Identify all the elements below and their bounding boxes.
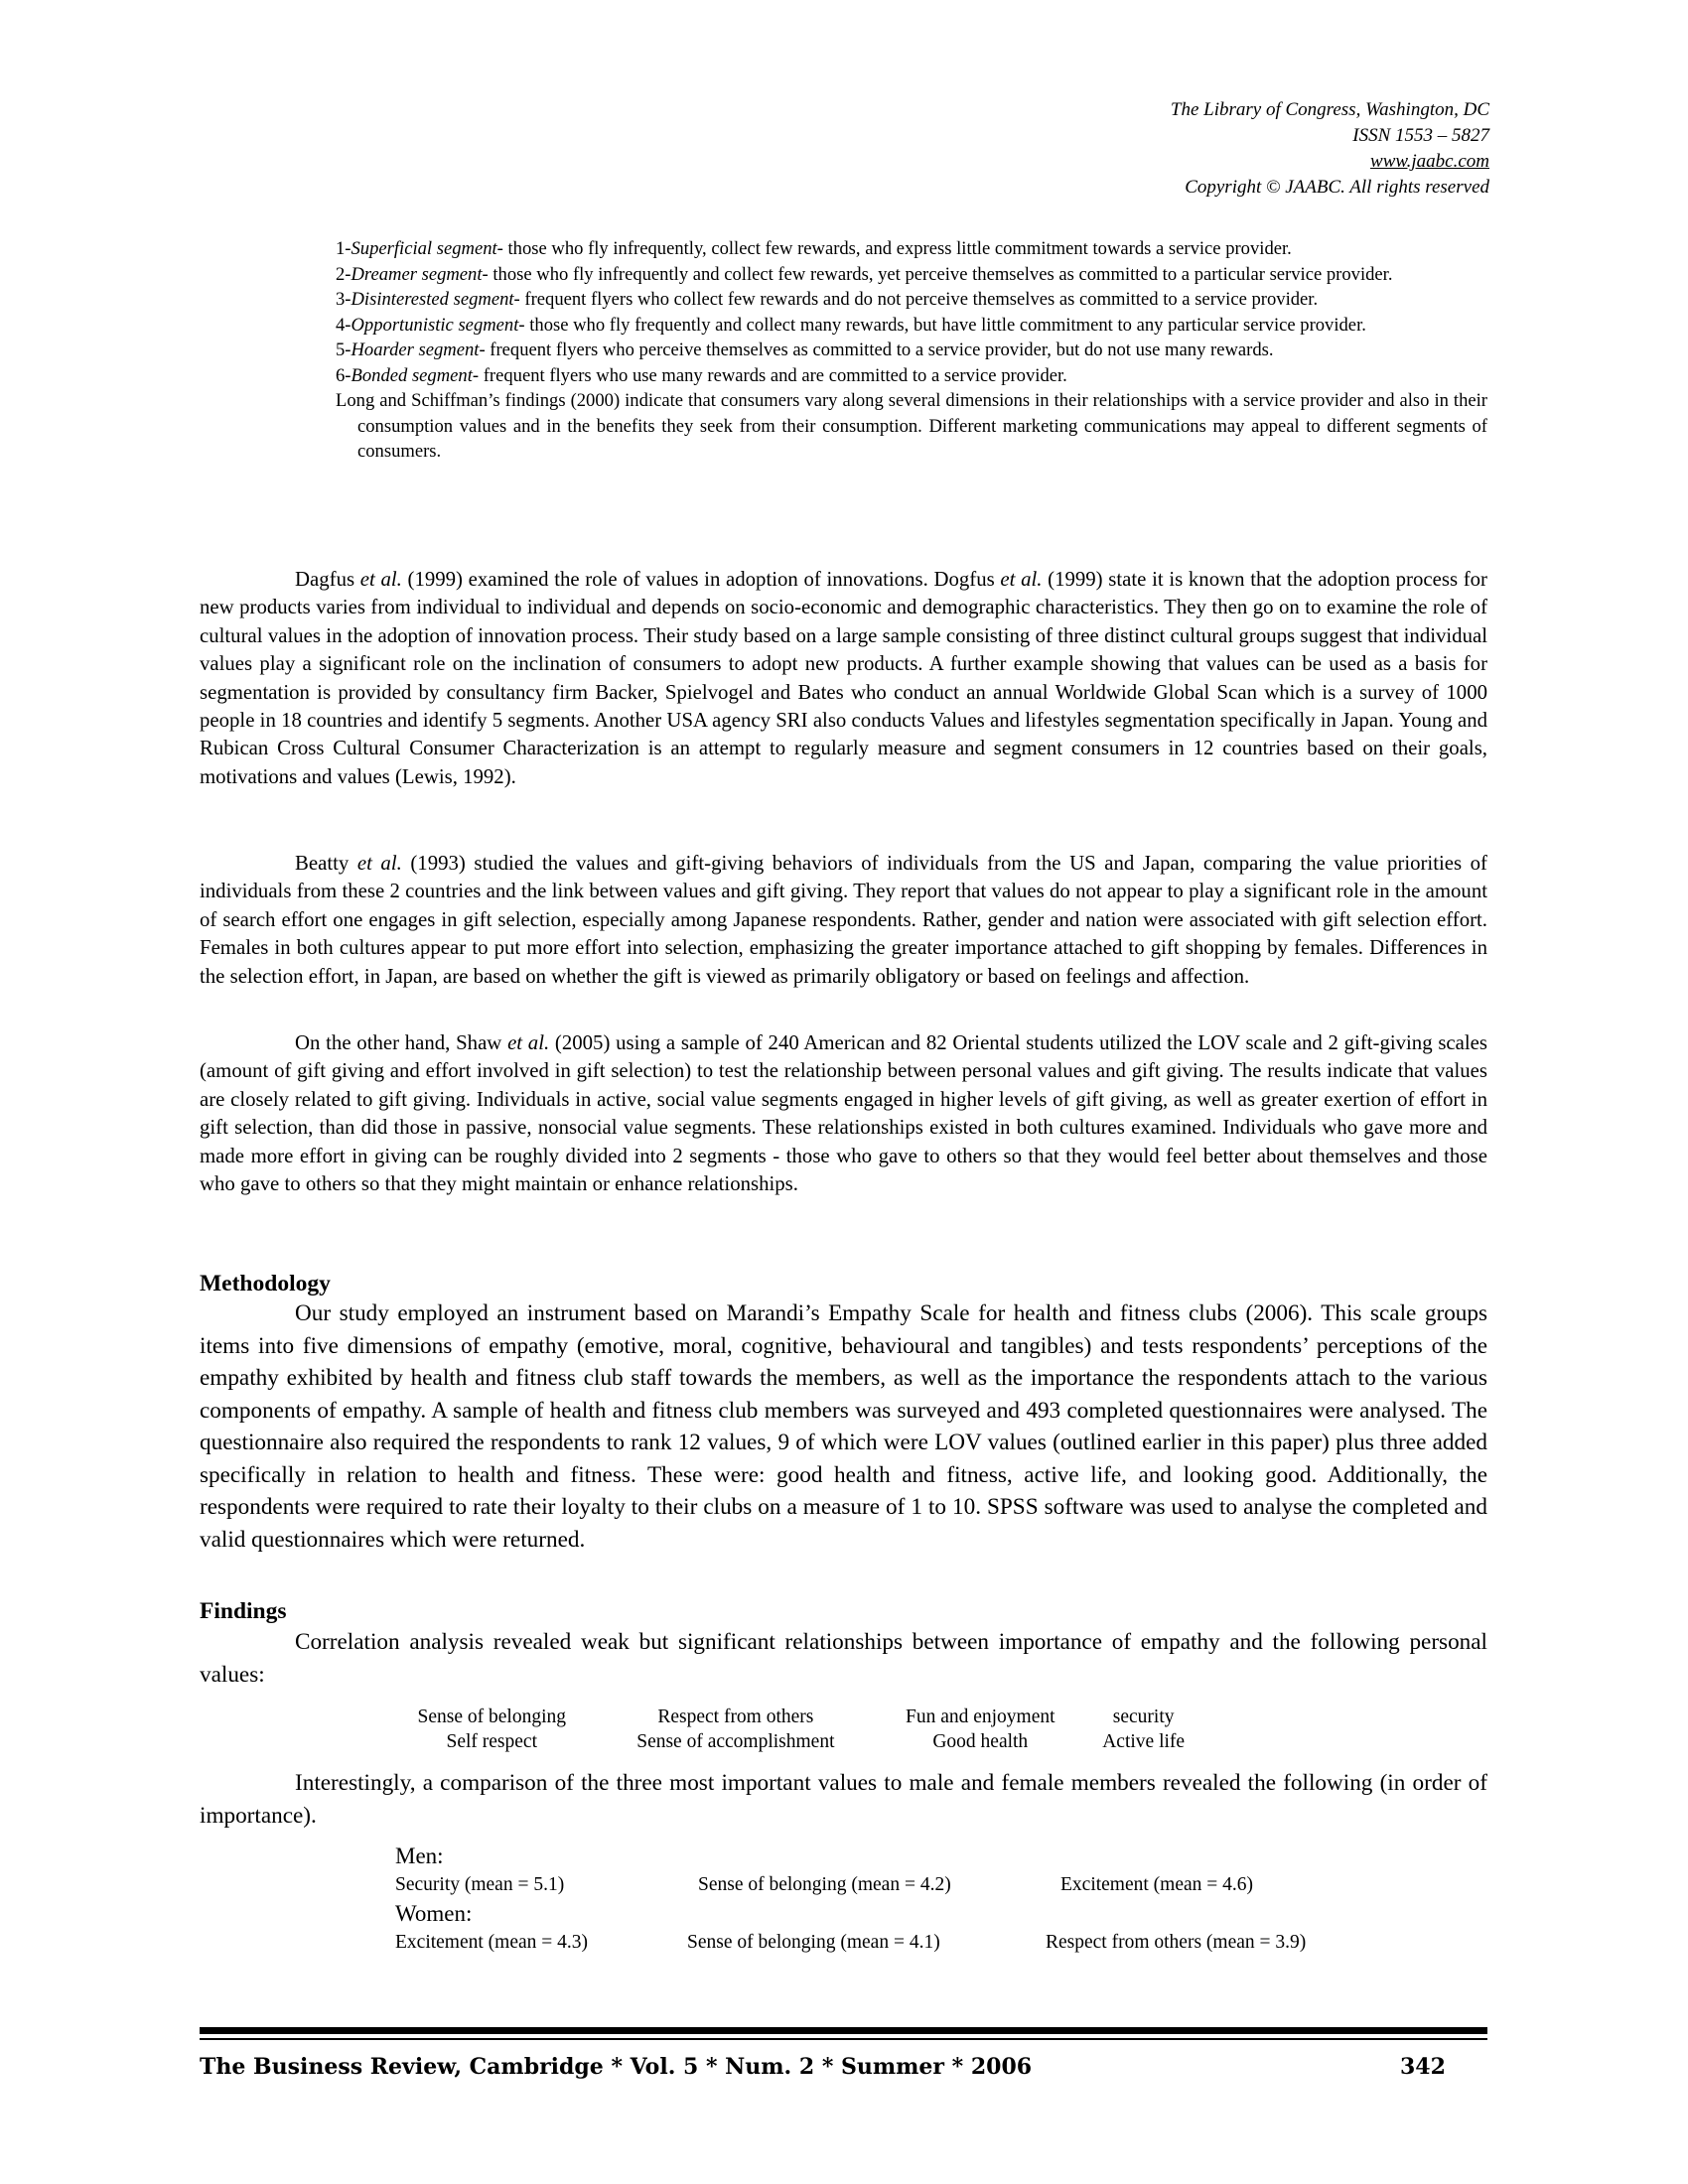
women-values-row [395,1928,1388,1957]
segment-summary: Long and Schiffman’s findings (2000) indicate that consumers vary along several dimensions in their relationships with a service provider and also in their consumption values and in the benefits they seek from their consumption. Different marketing communications may appeal to different segments of consumers. [336,390,1487,462]
segment-description: - frequent flyers who use many rewards and are committed to a service provider. [472,364,1067,386]
paragraph-shaw [200,1029,1487,1198]
footer-rule [200,2038,1487,2040]
et-al: et al. [507,1031,550,1054]
men-value-2: Sense of belonging (mean = 4.2) [698,1874,951,1895]
segment-name: Superficial segment [351,238,497,259]
footer-rule [200,2027,1487,2034]
segment-name: Disinterested segment [351,289,514,310]
table-cell: Good health [932,1731,1029,1752]
text-run: (1993) studied the values and gift-giving behaviors of individuals from the US and Japan, comparing the value priorities of individuals from these 2 countries and the link between values and gift giving. They report that values do not appear to play a significant role in the amount of search effort one engages in gift selection, especially among Japanese respondents. Rather, gender and nation were associated with gift selection effort. Females in both cultures appear to put more effort into selection, emphasizing the greater importance attached to gift shopping by females. Differences in the selection effort, in Japan, are based on whether the gift is viewed as primarily obligatory or based on feelings and affection. [200,852,1487,988]
findings-heading: Findings [200,1598,287,1624]
gender-values-list [395,1842,1388,1957]
header-publisher: The Library of Congress, Washington, DC [1170,99,1489,120]
paragraph-beatty [200,850,1487,991]
segment-item-1 [336,236,1487,262]
table-row [387,1729,1201,1754]
segment-number: 2- [336,263,352,285]
methodology-heading: Methodology [200,1271,331,1297]
et-al: et al. [1000,568,1043,591]
segment-number: 4- [336,314,352,336]
table-cell: Sense of accomplishment [636,1731,835,1752]
segment-list [336,236,1487,465]
header-issn: ISSN 1553 – 5827 [1352,125,1489,146]
text-run: Beatty [295,852,357,875]
segment-name: Opportunistic segment [351,314,519,336]
segment-number: 5- [336,340,352,360]
table-cell: Respect from others [657,1706,814,1727]
text-run: (1999) state it is known that the adoption process for new products varies from individual to individual and depends on socio-economic and demographic characteristics. They then go on to examine the role of cultural values in the adoption of innovation process. Their study based on a large sample consisting of three distinct cultural groups suggest that individual values play a significant role on the inclination of consumers to adopt new products. A further example showing that values can be used as a basis for segmentation is provided by consultancy firm Backer, Spielvogel and Bates who conduct an annual Worldwide Global Scan which is a survey of 1000 people in 18 countries and identify 5 segments. Another USA agency SRI also conducts Values and lifestyles segmentation specifically in Japan. Young and Rubican Cross Cultural Consumer Characterization is an attempt to regularly measure and segment consumers in 12 countries based on their goals, motivations and values (Lewis, 1992). [200,568,1487,788]
personal-values-table [387,1705,1201,1754]
table-cell: security [1112,1706,1175,1727]
women-value-1: Excitement (mean = 4.3) [395,1932,589,1953]
text-run: (2005) using a sample of 240 American and 82 Oriental students utilized the LOV scale and 2 gift-giving scales (amount of gift giving and effort involved in gift selection) to test the relationship between personal values and gift giving. The results indicate that values are closely related to gift giving. Individuals in active, social value segments engaged in higher levels of gift giving, as well as greater exertion of effort in gift selection, than did those in passive, nonsocial value segments. These relationships existed in both cultures examined. Individuals who gave more and made more effort in giving can be roughly divided into 2 segments - those who gave to others so that they would feel better about themselves and those who gave to others so that they might maintain or enhance relationships. [200,1031,1487,1196]
women-value-2: Sense of belonging (mean = 4.1) [687,1932,940,1953]
table-cell: Self respect [446,1731,538,1752]
segment-description: - frequent flyers who perceive themselves as committed to a service provider, but do not use many rewards. [479,340,1274,360]
table-cell: Fun and enjoyment [905,1706,1055,1727]
methodology-text: Our study employed an instrument based on Marandi’s Empathy Scale for health and fitness clubs (2006). This scale groups items into five dimensions of empathy (emotive, moral, cognitive, behavioural and tangibles) and tests respondents’ perceptions of the empathy exhibited by health and fitness club staff towards the members, as well as the importance the respondents attach to the various components of empathy. A sample of health and fitness club members was surveyed and 493 completed questionnaires were analysed. The questionnaire also required the respondents to rank 12 values, 9 of which were LOV values (outlined earlier in this paper) plus three added specifically in relation to health and fitness. These were: good health and fitness, active life, and looking good. Additionally, the respondents were required to rate their loyalty to their clubs on a measure of 1 to 10. SPSS software was used to analyse the completed and valid questionnaires which were returned. [200,1300,1487,1553]
segment-item-3 [336,287,1487,313]
segment-item-2 [336,262,1487,288]
et-al: et al. [359,568,402,591]
segment-name: Dreamer segment [351,263,483,285]
segment-name: Bonded segment [351,364,473,386]
footer-journal-title: The Business Review, Cambridge * Vol. 5 * Num. 2 * Summer * 2006 [200,2054,1033,2080]
methodology-paragraph [200,1297,1487,1556]
table-cell: Sense of belonging [417,1706,566,1727]
segment-number: 6- [336,364,352,386]
segment-number: 3- [336,289,352,310]
text-run: On the other hand, Shaw [295,1031,508,1054]
segment-number: 1- [336,238,352,259]
men-values-row [395,1870,1388,1899]
segment-item-5 [336,338,1487,363]
segment-item-6 [336,363,1487,389]
table-cell: Active life [1102,1731,1186,1752]
text-run: (1999) examined the role of values in adoption of innovations. Dogfus [401,568,1001,591]
header-copyright: Copyright © JAABC. All rights reserved [1185,177,1489,198]
table-row [387,1705,1201,1729]
segment-description: - those who fly infrequently and collect few rewards, yet perceive themselves as committed to a particular service provider. [482,263,1393,285]
header-url-link[interactable]: www.jaabc.com [1370,151,1489,172]
men-label: Men: [395,1843,444,1868]
et-al: et al. [356,852,402,875]
text-run: Dagfus [295,568,360,591]
findings-text: Correlation analysis revealed weak but significant relationships between importance of empathy and the following personal values: [200,1629,1487,1688]
women-label: Women: [395,1901,473,1926]
segment-item-4 [336,313,1487,339]
comparison-paragraph [200,1767,1487,1832]
segment-name: Hoarder segment [351,340,480,360]
findings-paragraph [200,1626,1487,1691]
paragraph-dagfus [200,566,1487,791]
segment-description: - frequent flyers who collect few rewards and do not perceive themselves as committed to a service provider. [513,289,1319,310]
men-value-3: Excitement (mean = 4.6) [1060,1874,1254,1895]
segment-description: - those who fly frequently and collect many rewards, but have little commitment to any particular service provider. [518,314,1366,336]
women-value-3: Respect from others (mean = 3.9) [1046,1932,1307,1953]
page-number: 342 [1400,2054,1446,2080]
men-value-1: Security (mean = 5.1) [395,1874,565,1895]
page-header [894,97,1489,201]
comparison-text: Interestingly, a comparison of the three most important values to male and female members revealed the following (in order of importance). [200,1770,1487,1829]
segment-description: - those who fly infrequently, collect few rewards, and express little commitment towards a service provider. [496,238,1292,259]
